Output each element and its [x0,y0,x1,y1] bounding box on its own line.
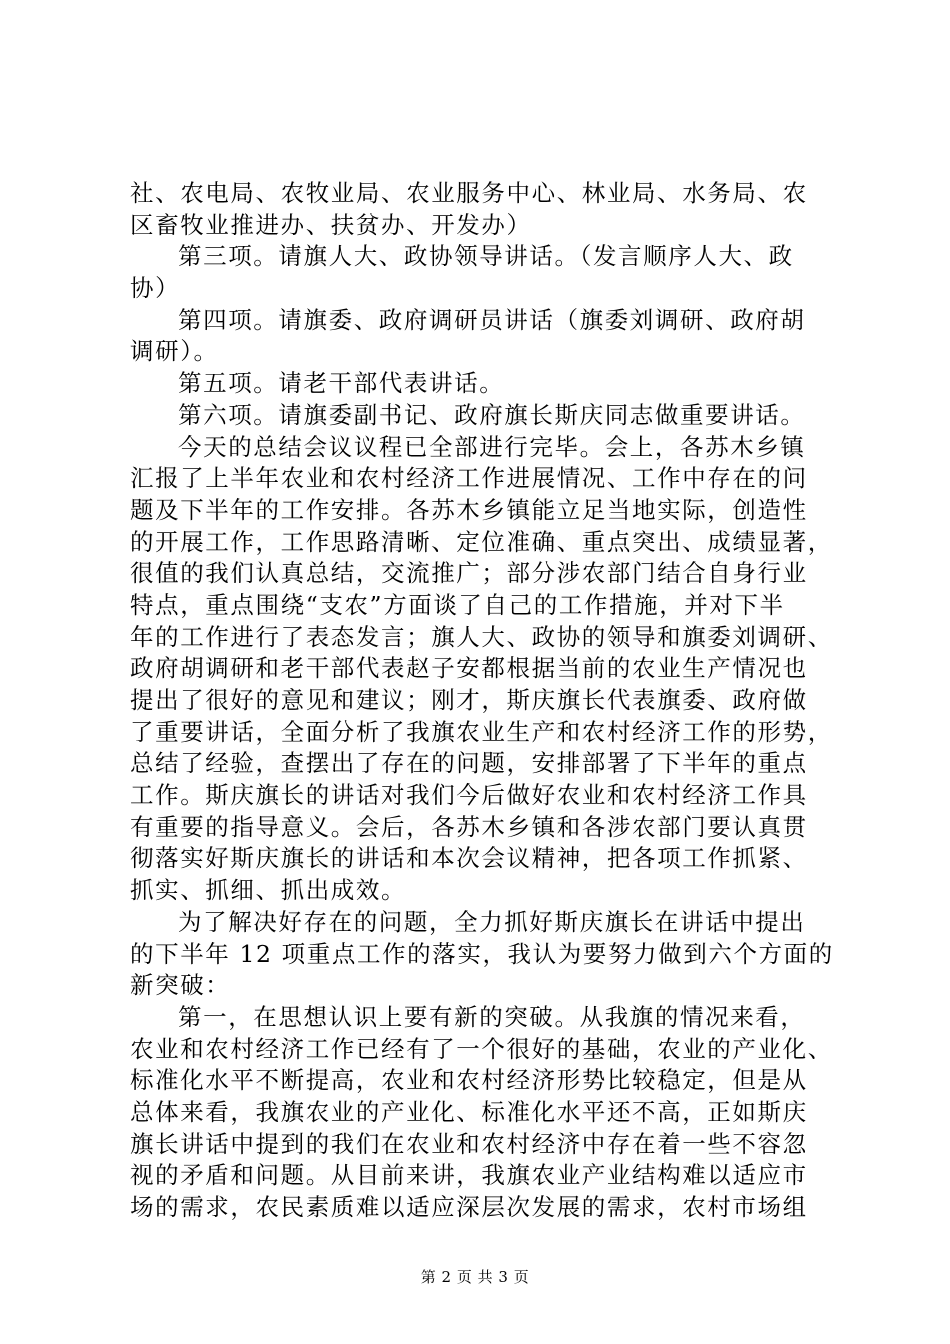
text-line: 协） [130,274,181,303]
text-line: 第三项。请旗人大、政协领导讲话。（发言顺序人大、政 [178,242,794,271]
text-line: 的开展工作，工作思路清晰、定位准确、重点突出、成绩显著， [130,527,833,556]
text-line: 第六项。请旗委副书记、政府旗长斯庆同志做重要讲话。 [178,400,806,429]
text-line: 总体来看，我旗农业的产业化、标准化水平还不高，正如斯庆 [130,1097,808,1126]
text-line: 调研）。 [130,337,219,366]
text-line: 第一，在思想认识上要有新的突破。从我旗的情况来看， [178,1002,806,1031]
text-line: 为了解决好存在的问题，全力抓好斯庆旗长在讲话中提出 [178,907,806,936]
text-line: 总结了经验，查摆出了存在的问题，安排部署了下半年的重点 [130,749,808,778]
text-line: 场的需求，农民素质难以适应深层次发展的需求，农村市场组 [130,1193,808,1221]
document-body [130,178,834,1224]
text-line: 政府胡调研和老干部代表赵子安都根据当前的农业生产情况也 [130,654,808,683]
text-line: 提出了很好的意见和建议；刚才，斯庆旗长代表旗委、政府做 [130,686,808,714]
text-line: 有重要的指导意义。会后，各苏木乡镇和各涉农部门要认真贯 [130,812,808,841]
text-line: 旗长讲话中提到的我们在农业和农村经济中存在着一些不容忽 [130,1129,808,1158]
page-footer: 第 2 页 共 3 页 [420,1268,530,1286]
text-line: 很值的我们认真总结，交流推广；部分涉农部门结合自身行业 [130,559,808,588]
text-line: 视的矛盾和问题。从目前来讲，我旗农业产业结构难以适应市 [130,1161,808,1190]
text-line: 了重要讲话，全面分析了我旗农业生产和农村经济工作的形势， [130,717,833,746]
text-line: 彻落实好斯庆旗长的讲话和本次会议精神，把各项工作抓紧、 [130,844,808,873]
text-line: 社、农电局、农牧业局、农业服务中心、林业局、水务局、农 [130,179,808,207]
text-line: 汇报了上半年农业和农村经济工作进展情况、工作中存在的问 [130,464,808,493]
text-line: 的下半年 12 项重点工作的落实，我认为要努力做到六个方面的 [130,939,834,968]
text-line: 年的工作进行了表态发言；旗人大、政协的领导和旗委刘调研、 [130,622,833,651]
text-line: 今天的总结会议议程已全部进行完毕。会上，各苏木乡镇 [178,432,806,461]
text-line: 特点，重点围绕“支农”方面谈了自己的工作措施，并对下半 [130,590,785,619]
text-line: 标准化水平不断提高，农业和农村经济形势比较稳定，但是从 [130,1066,808,1095]
text-line: 第四项。请旗委、政府调研员讲话（旗委刘调研、政府胡 [178,305,806,334]
text-line: 工作。斯庆旗长的讲话对我们今后做好农业和农村经济工作具 [130,781,808,810]
text-line: 第五项。请老干部代表讲话。 [178,369,505,398]
text-line: 农业和农村经济工作已经有了一个很好的基础，农业的产业化、 [130,1034,833,1063]
text-line: 区畜牧业推进办、扶贫办、开发办） [130,210,532,239]
text-line: 题及下半年的工作安排。各苏木乡镇能立足当地实际，创造性 [130,495,808,524]
text-line: 新突破： [130,971,231,1000]
text-line: 抓实、抓细、抓出成效。 [130,876,407,905]
